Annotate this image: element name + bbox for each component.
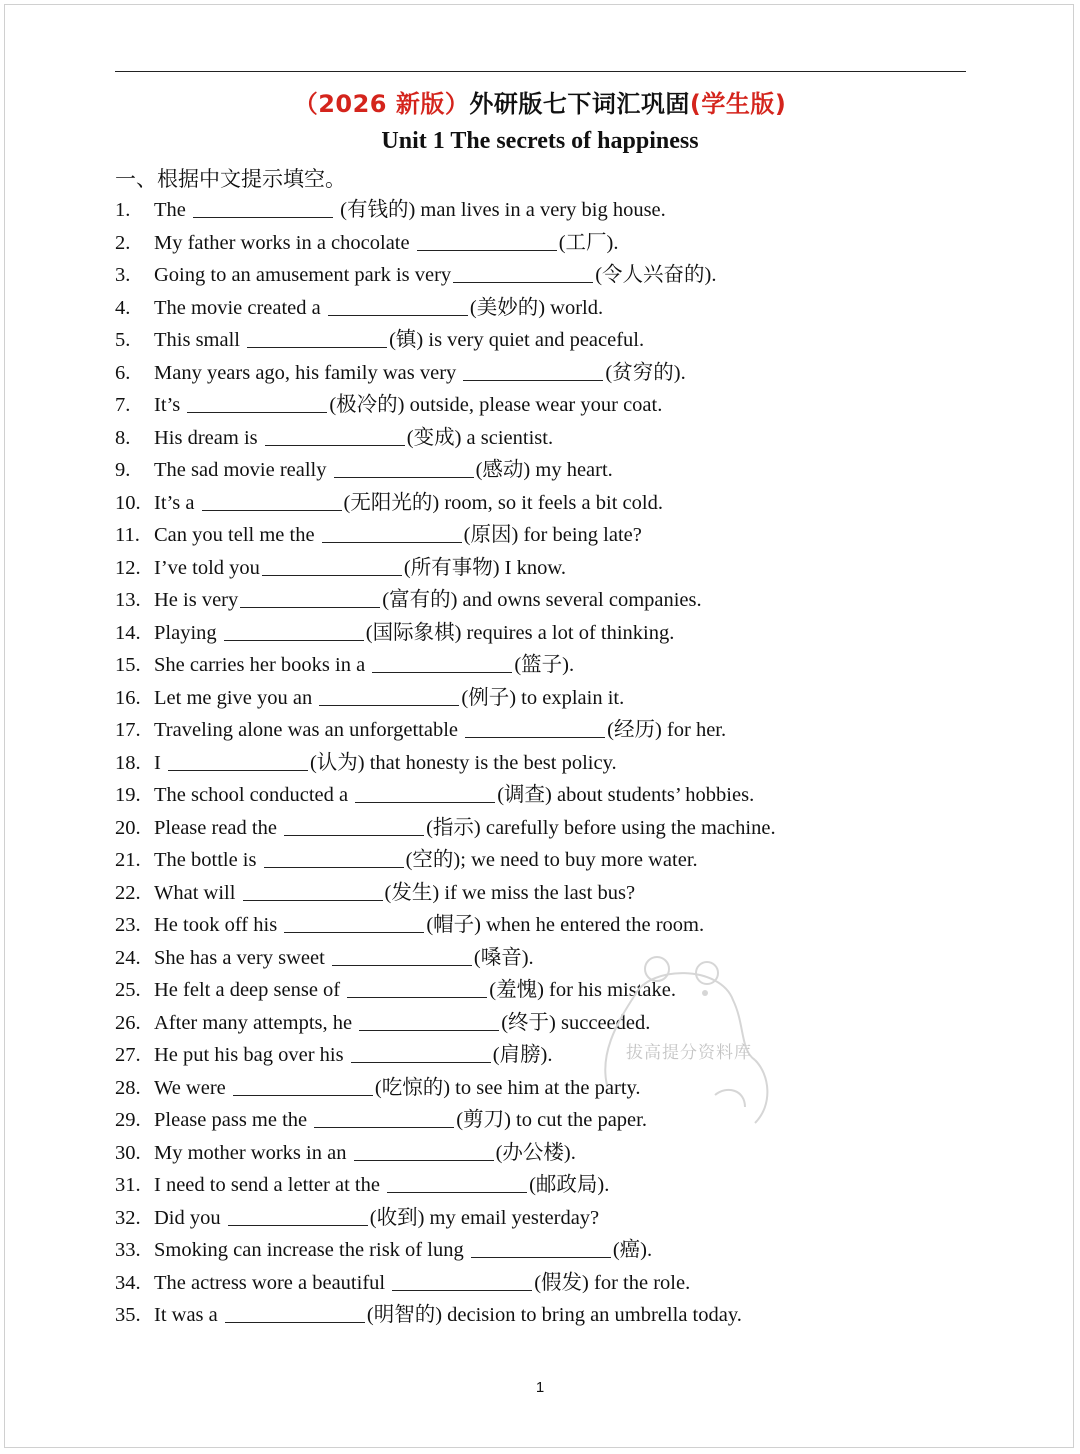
item-number: 22.: [115, 881, 141, 904]
item-text-before: We were: [154, 1076, 231, 1099]
exercise-item: [115, 1300, 975, 1333]
item-number: 25.: [115, 979, 141, 1001]
item-number: 12.: [115, 556, 141, 579]
item-text-before: Can you tell me the: [154, 524, 320, 546]
exercise-item: [115, 1138, 975, 1171]
item-number: 21.: [115, 849, 141, 871]
exercise-item: [115, 683, 975, 716]
exercise-item: [115, 1203, 975, 1236]
item-number: 33.: [115, 1239, 141, 1261]
item-number: 15.: [115, 654, 141, 676]
item-number: 9.: [115, 459, 131, 481]
answer-blank[interactable]: [334, 455, 474, 478]
item-number: 5.: [115, 329, 131, 351]
item-hint: (收到) my email yesterday?: [369, 1206, 600, 1229]
exercise-item: [115, 1268, 975, 1301]
item-text-before: Smoking can increase the risk of lung: [154, 1239, 469, 1261]
answer-blank[interactable]: [465, 715, 605, 738]
item-text-before: Did you: [154, 1206, 226, 1229]
exercise-item: [115, 455, 975, 488]
item-hint: (令人兴奋的).: [595, 264, 717, 286]
exercise-item: [115, 293, 975, 326]
answer-blank[interactable]: [240, 585, 380, 608]
exercise-item: [115, 1235, 975, 1268]
item-hint: (变成) a scientist.: [406, 426, 554, 449]
item-number: 27.: [115, 1044, 141, 1066]
answer-blank[interactable]: [243, 878, 383, 901]
item-hint: (发生) if we miss the last bus?: [384, 881, 636, 904]
item-hint: (剪刀) to cut the paper.: [456, 1109, 647, 1131]
item-hint: (所有事物) I know.: [403, 556, 566, 579]
answer-blank[interactable]: [417, 228, 557, 251]
answer-blank[interactable]: [392, 1268, 532, 1291]
exercise-item: [115, 845, 975, 878]
item-hint: (国际象棋) requires a lot of thinking.: [365, 621, 675, 644]
item-hint: (癌).: [612, 1239, 653, 1261]
item-number: 29.: [115, 1109, 141, 1131]
item-hint: (空的); we need to buy more water.: [405, 849, 698, 871]
answer-blank[interactable]: [228, 1203, 368, 1226]
item-text-before: The sad movie really: [154, 459, 332, 481]
item-hint: (篮子).: [514, 654, 575, 676]
section-heading: 一、根据中文提示填空。: [115, 167, 346, 191]
answer-blank[interactable]: [322, 520, 462, 543]
answer-blank[interactable]: [319, 683, 459, 706]
item-text-before: He felt a deep sense of: [154, 979, 346, 1001]
item-text-before: My father works in a chocolate: [154, 231, 415, 254]
item-number: 17.: [115, 719, 141, 741]
answer-blank[interactable]: [355, 780, 495, 803]
item-hint: (原因) for being late?: [463, 524, 642, 546]
item-text-before: The: [154, 199, 191, 221]
item-text-before: Please read the: [154, 816, 283, 839]
exercise-item: [115, 1073, 975, 1106]
title-version: (学生版): [689, 90, 787, 118]
item-text-before: Going to an amusement park is very: [154, 264, 452, 286]
item-number: 2.: [115, 231, 131, 254]
exercise-item: [115, 585, 975, 618]
item-number: 4.: [115, 296, 131, 319]
item-text-before: The actress wore a beautiful: [154, 1271, 391, 1294]
item-hint: (工厂).: [558, 231, 619, 254]
exercise-item: [115, 1170, 975, 1203]
item-number: 3.: [115, 264, 131, 286]
item-number: 32.: [115, 1206, 141, 1229]
exercise-item: [115, 748, 975, 781]
item-hint: (帽子) when he entered the room.: [426, 914, 705, 936]
exercise-item: [115, 488, 975, 521]
item-text-before: The school conducted a: [154, 784, 354, 806]
item-hint: (镇) is very quiet and peaceful.: [389, 329, 645, 351]
unit-title: Unit 1 The secrets of happiness: [381, 128, 699, 154]
answer-blank[interactable]: [471, 1235, 611, 1258]
answer-blank[interactable]: [463, 358, 603, 381]
exercise-item: [115, 650, 975, 683]
answer-blank[interactable]: [233, 1073, 373, 1096]
exercise-item: [115, 358, 975, 391]
page-number: 1: [535, 1379, 545, 1396]
exercise-item: [115, 943, 975, 976]
answer-blank[interactable]: [347, 975, 487, 998]
item-hint: (经历) for her.: [607, 719, 727, 741]
item-text-before: After many attempts, he: [154, 1011, 358, 1034]
item-hint: (有钱的) man lives in a very big house.: [335, 199, 666, 221]
answer-blank[interactable]: [265, 423, 405, 446]
item-text-before: He is very: [154, 589, 239, 611]
exercise-item: [115, 1040, 975, 1073]
item-text-before: The movie created a: [154, 296, 326, 319]
item-hint: (邮政局).: [529, 1174, 610, 1196]
exercise-item: [115, 260, 975, 293]
item-hint: (例子) to explain it.: [461, 686, 625, 709]
item-number: 8.: [115, 426, 131, 449]
exercise-item: [115, 1008, 975, 1041]
item-text-before: Playing: [154, 621, 222, 644]
header-rule: [115, 71, 966, 72]
item-hint: (羞愧) for his mistake.: [489, 979, 676, 1001]
exercise-item: [115, 325, 975, 358]
item-text-before: It was a: [154, 1304, 223, 1326]
exercise-item: [115, 813, 975, 846]
item-hint: (感动) my heart.: [475, 459, 613, 481]
answer-blank[interactable]: [328, 293, 468, 316]
answer-blank[interactable]: [247, 325, 387, 348]
item-hint: (办公楼).: [495, 1141, 576, 1164]
item-text-before: He put his bag over his: [154, 1044, 349, 1066]
exercise-item: [115, 423, 975, 456]
item-hint: (嗓音).: [473, 946, 534, 969]
item-text-before: What will: [154, 881, 241, 904]
exercise-item: [115, 520, 975, 553]
answer-blank[interactable]: [351, 1040, 491, 1063]
title-main: 外研版七下词汇巩固: [469, 90, 690, 118]
item-number: 19.: [115, 784, 141, 806]
exercise-item: [115, 390, 975, 423]
answer-blank[interactable]: [372, 650, 512, 673]
exercise-item: [115, 715, 975, 748]
exercise-item: [115, 228, 975, 261]
item-text-before: The bottle is: [154, 849, 262, 871]
item-number: 26.: [115, 1011, 141, 1034]
answer-blank[interactable]: [453, 260, 593, 283]
exercise-item: [115, 1105, 975, 1138]
item-text-before: She carries her books in a: [154, 654, 371, 676]
item-hint: (富有的) and owns several companies.: [382, 589, 702, 611]
item-number: 23.: [115, 914, 141, 936]
answer-blank[interactable]: [262, 553, 402, 576]
item-text-before: Please pass me the: [154, 1109, 313, 1131]
item-text-before: My mother works in an: [154, 1141, 352, 1164]
item-text-before: It’s a: [154, 491, 200, 514]
item-hint: (贫穷的).: [605, 361, 686, 384]
exercise-item: [115, 878, 975, 911]
item-hint: (终于) succeeded.: [501, 1011, 651, 1034]
item-number: 1.: [115, 199, 131, 221]
item-number: 31.: [115, 1174, 141, 1196]
item-hint: (指示) carefully before using the machine.: [426, 816, 776, 839]
item-text-before: I: [154, 751, 166, 774]
item-number: 14.: [115, 621, 141, 644]
item-number: 10.: [115, 491, 141, 514]
answer-blank[interactable]: [284, 813, 424, 836]
item-text-before: Let me give you an: [154, 686, 318, 709]
item-hint: (明智的) decision to bring an umbrella today.: [366, 1304, 742, 1326]
item-hint: (假发) for the role.: [534, 1271, 691, 1294]
item-text-before: I need to send a letter at the: [154, 1174, 386, 1196]
answer-blank[interactable]: [168, 748, 308, 771]
page-title: [0, 84, 1080, 119]
exercise-item: [115, 780, 975, 813]
title-edition: （2026 新版）: [293, 90, 470, 118]
answer-blank[interactable]: [314, 1105, 454, 1128]
answer-blank[interactable]: [284, 910, 424, 933]
answer-blank[interactable]: [187, 390, 327, 413]
exercise-item: [115, 975, 975, 1008]
exercise-item: [115, 553, 975, 586]
item-number: 7.: [115, 394, 131, 416]
answer-blank[interactable]: [193, 195, 333, 218]
item-number: 13.: [115, 589, 141, 611]
item-text-before: He took off his: [154, 914, 283, 936]
item-number: 11.: [115, 524, 140, 546]
item-text-before: His dream is: [154, 426, 263, 449]
item-number: 16.: [115, 686, 141, 709]
item-hint: (无阳光的) room, so it feels a bit cold.: [343, 491, 663, 514]
item-number: 24.: [115, 946, 141, 969]
exercise-item: [115, 618, 975, 651]
item-text-before: She has a very sweet: [154, 946, 330, 969]
item-text-before: Many years ago, his family was very: [154, 361, 462, 384]
item-hint: (调查) about students’ hobbies.: [497, 784, 755, 806]
exercise-item: [115, 910, 975, 943]
item-number: 18.: [115, 751, 141, 774]
item-text-before: Traveling alone was an unforgettable: [154, 719, 464, 741]
item-number: 20.: [115, 816, 141, 839]
item-hint: (美妙的) world.: [469, 296, 604, 319]
item-number: 34.: [115, 1271, 141, 1294]
answer-blank[interactable]: [264, 845, 404, 868]
item-hint: (认为) that honesty is the best policy.: [309, 751, 617, 774]
exercise-item: [115, 195, 975, 228]
item-text-before: It’s: [154, 394, 186, 416]
answer-blank[interactable]: [202, 488, 342, 511]
answer-blank[interactable]: [224, 618, 364, 641]
item-number: 35.: [115, 1304, 141, 1326]
answer-blank[interactable]: [225, 1300, 365, 1323]
answer-blank[interactable]: [387, 1170, 527, 1193]
item-hint: (吃惊的) to see him at the party.: [374, 1076, 641, 1099]
answer-blank[interactable]: [332, 943, 472, 966]
item-hint: (极冷的) outside, please wear your coat.: [329, 394, 663, 416]
watermark-text: 拔高提分资料库: [626, 1043, 752, 1063]
item-hint: (肩膀).: [492, 1044, 553, 1066]
answer-blank[interactable]: [359, 1008, 499, 1031]
exercise-list: [115, 195, 975, 1333]
item-number: 28.: [115, 1076, 141, 1099]
item-number: 30.: [115, 1141, 141, 1164]
answer-blank[interactable]: [354, 1138, 494, 1161]
item-text-before: I’ve told you: [154, 556, 260, 579]
item-number: 6.: [115, 361, 131, 384]
item-text-before: This small: [154, 329, 246, 351]
